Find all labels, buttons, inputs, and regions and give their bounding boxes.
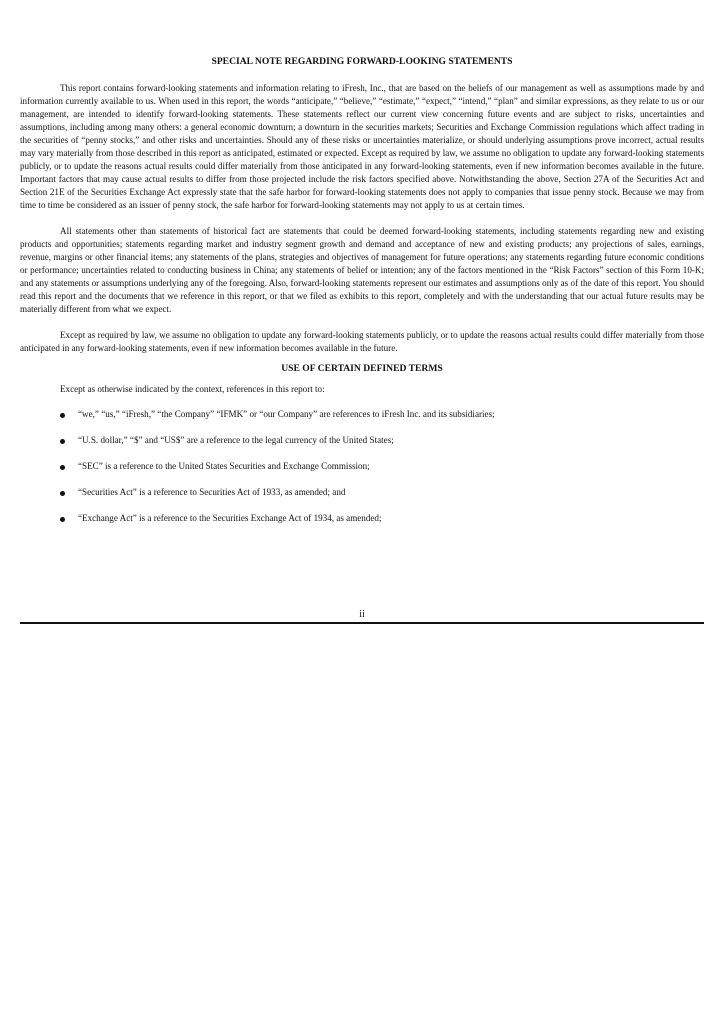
forward-looking-heading: SPECIAL NOTE REGARDING FORWARD-LOOKING STATEMENTS [211, 56, 513, 67]
list-item-text: “Securities Act” is a reference to Securities Act of 1933, as amended; and [78, 487, 346, 497]
defined-terms-heading: USE OF CERTAIN DEFINED TERMS [281, 363, 443, 374]
forward-looking-paragraph-1: This report contains forward-looking statements and information relating to iFresh, Inc., that are based on the beliefs of our management as well as assumptions made by and information currently available to us. When used in this report, the words “anticipate,” “believe,” “estimate,” “expect,” “intend,” “plan” and similar expressions, as they relate to us or our management, are intended to identify forward-looking statements. These statements reflect our current view concerning future events and are subject to risks, uncertainties and assumptions, including among many others: a general economic downturn; a downturn in the securities markets; Securities and Exchange Commission regulations which affect trading in the securities of “penny stocks,” and other risks and uncertainties. Should any of these risks or uncertainties materialize, or should underlying assumptions prove incorrect, actual results may vary materially from those described in this report as anticipated, estimated or expected. Except as required by law, we assume no obligation to update any forward-looking statements publicly, or to update the reasons actual results could differ materially from those anticipated in any forward-looking statements, even if new information becomes available in the future. Important factors that may cause actual results to differ from those projected include the risk factors specified above. Notwithstanding the above, Section 27A of the Securities Act and Section 21E of the Securities Exchange Act expressly state that the safe harbor for forward-looking statements does not apply to companies that issue penny stock. Because we may from time to time be considered as an issuer of penny stock, the safe harbor for forward-looking statements may not apply to us at certain times. [20, 83, 704, 210]
bullet-icon [60, 439, 65, 444]
bullet-icon [60, 517, 65, 522]
defined-terms-intro: Except as otherwise indicated by the context, references in this report to: [60, 384, 325, 394]
list-item [20, 486, 704, 499]
list-item-text: “we,” “us,” “iFresh,” “the Company” “IFMK” or “our Company” are references to iFresh Inc. and its subsidiaries; [78, 409, 495, 419]
list-item [20, 434, 704, 447]
list-item-text: “U.S. dollar,” “$” and “US$” are a reference to the legal currency of the United States; [78, 435, 394, 445]
document-page [20, 56, 704, 538]
forward-looking-paragraph-3: Except as required by law, we assume no obligation to update any forward-looking statements publicly, or to update the reasons actual results could differ materially from those anticipated in any forward-looking statements, even if new information becomes available in the future. [20, 330, 704, 353]
list-item [20, 460, 704, 473]
bullet-icon [60, 413, 65, 418]
bullet-icon [60, 491, 65, 496]
page-number: ii [359, 609, 365, 620]
list-item-text: “SEC” is a reference to the United States Securities and Exchange Commission; [78, 461, 370, 471]
list-item-text: “Exchange Act” is a reference to the Securities Exchange Act of 1934, as amended; [78, 513, 382, 523]
list-item [20, 512, 704, 525]
bullet-icon [60, 465, 65, 470]
forward-looking-paragraph-2: All statements other than statements of historical fact are statements that could be deemed forward-looking statements, including statements regarding new and existing products and opportunities; statements regarding market and industry segment growth and demand and acceptance of new and existing products; any projections of sales, earnings, revenue, margins or other financial items; any statements of the plans, strategies and objectives of management for future operations; any statements regarding future economic conditions or performance; uncertainties related to conducting business in China; any statements of belief or intention; any of the factors mentioned in the “Risk Factors” section of this Form 10-K; and any statements or assumptions underlying any of the foregoing. Also, forward-looking statements represent our estimates and assumptions only as of the date of this report. You should read this report and the documents that we reference in this report, or that we filed as exhibits to this report, completely and with the understanding that our actual future results may be materially different from what we expect. [20, 226, 704, 314]
defined-terms-list [20, 408, 704, 525]
list-item [20, 408, 704, 421]
footer-divider [20, 622, 704, 624]
